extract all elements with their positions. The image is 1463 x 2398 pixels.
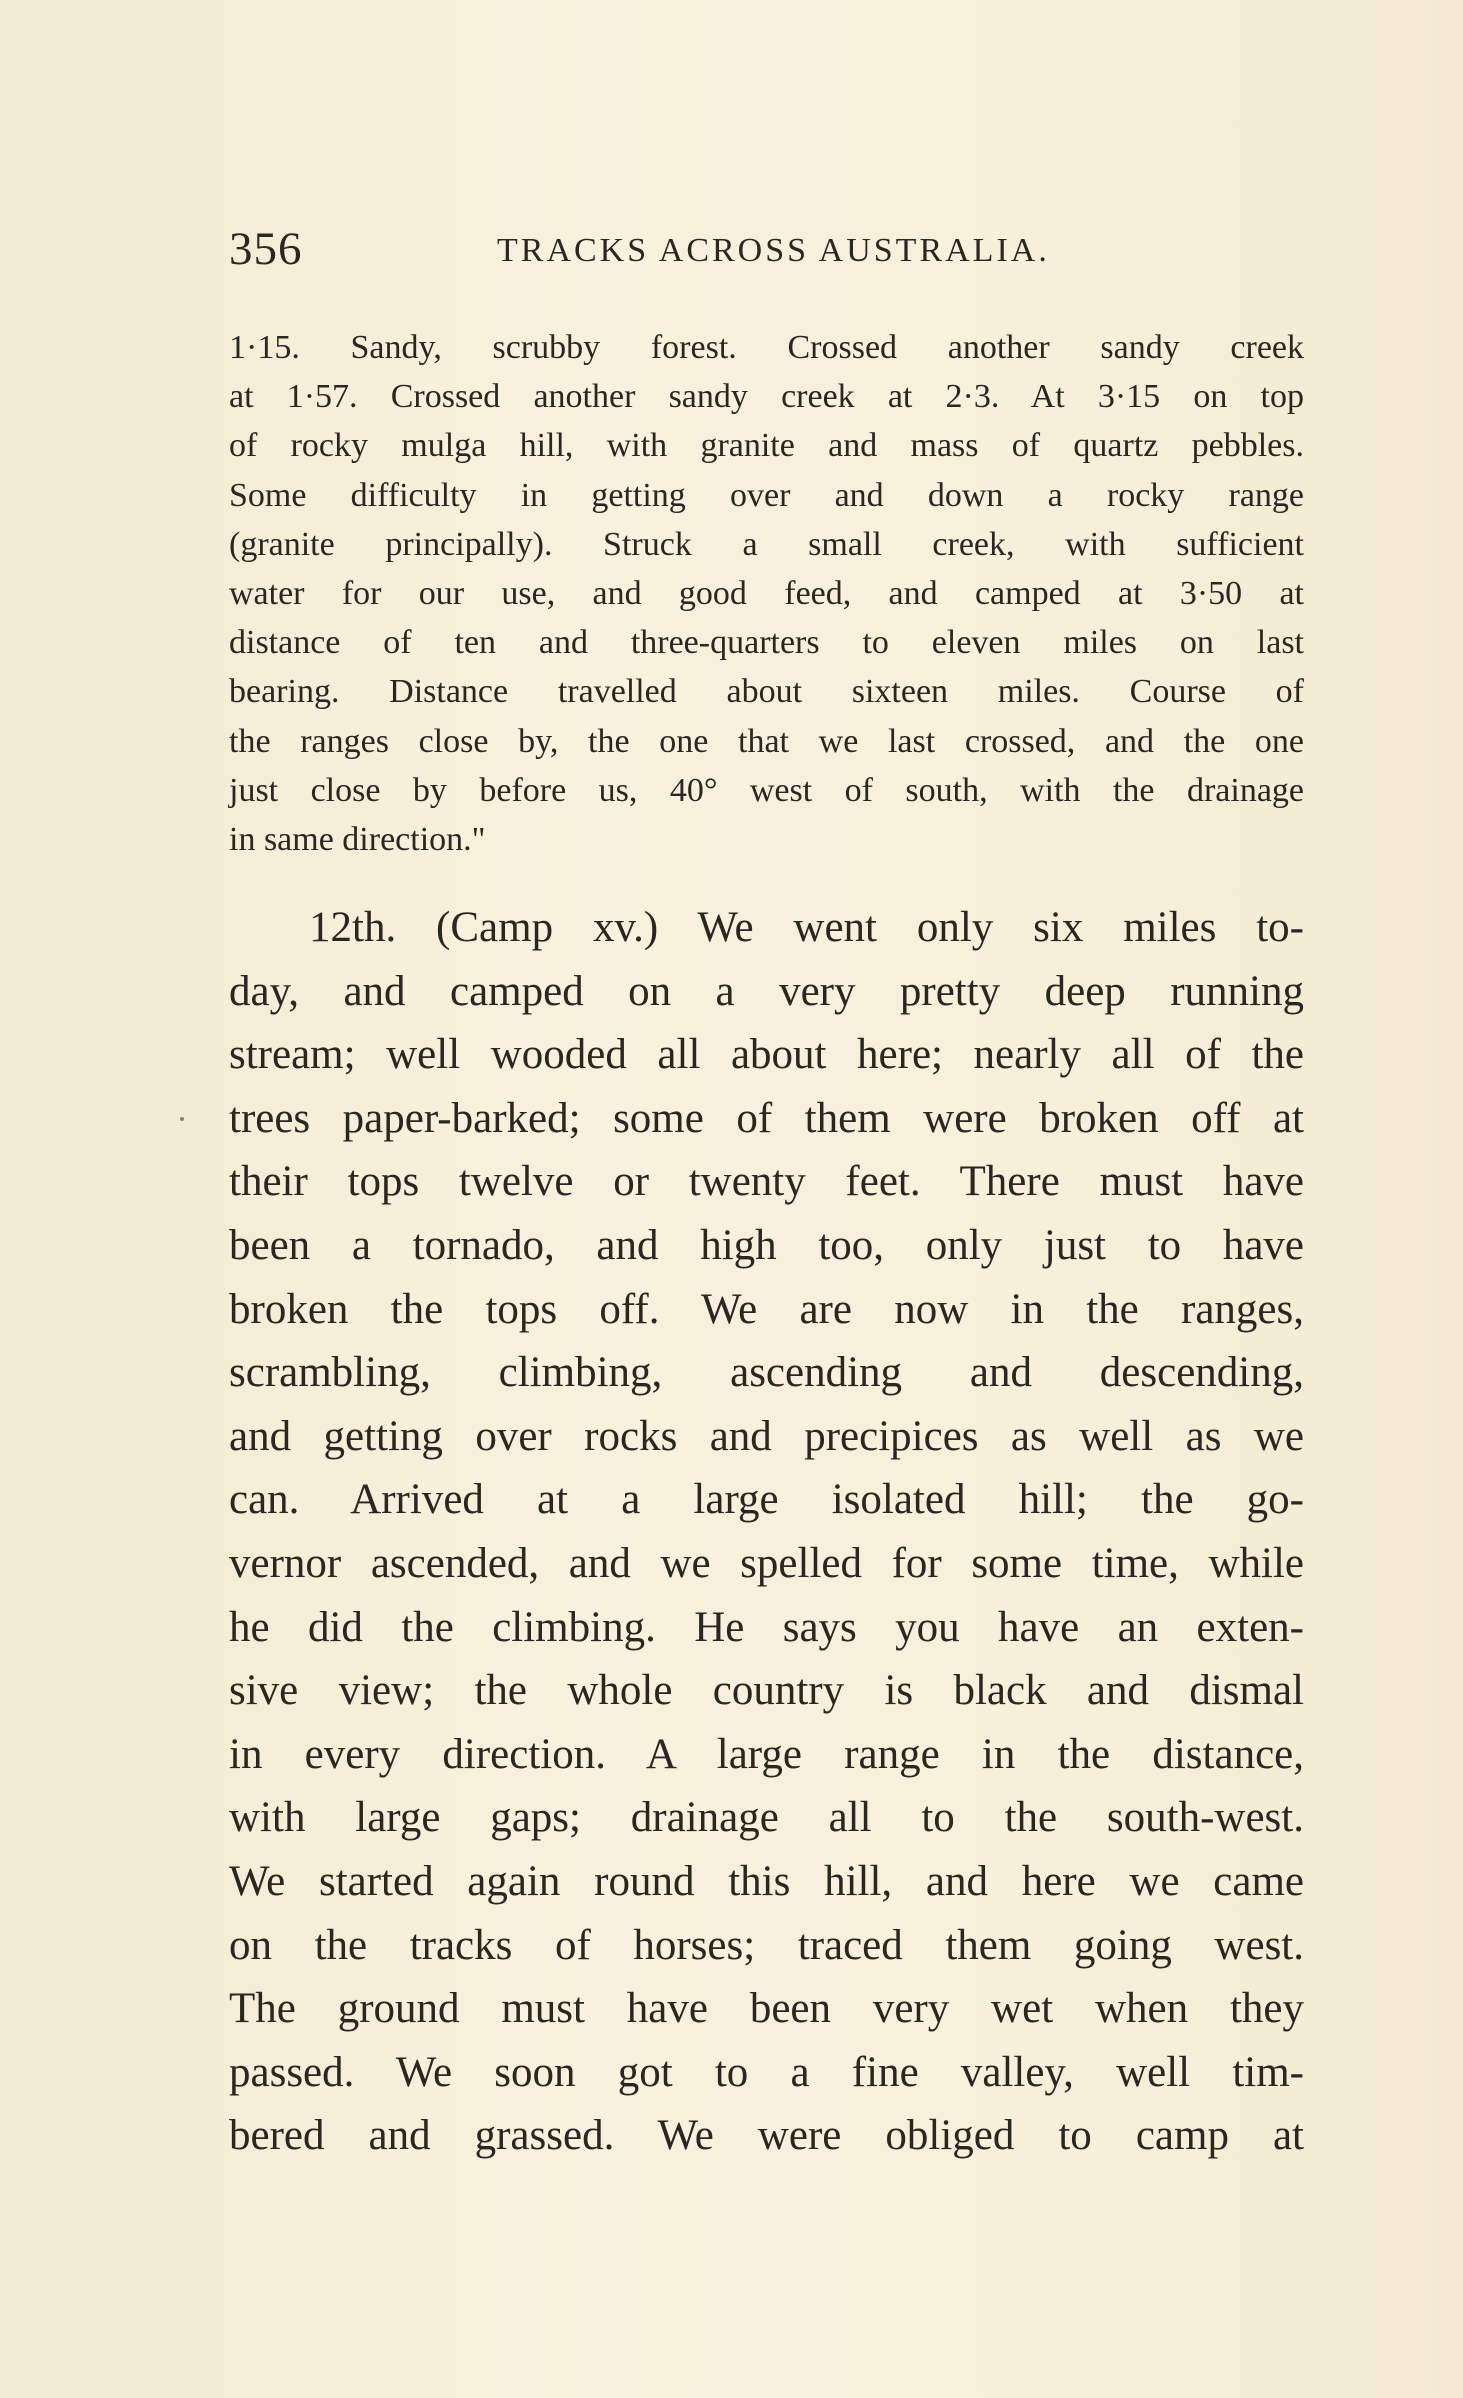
- quote-line: of rocky mulga hill, with granite and mass of quartz pebbles.: [229, 427, 1304, 465]
- quote-line: distance of ten and three-quarters to eleven miles on last: [229, 624, 1304, 662]
- quote-line: at 1·57. Crossed another sandy creek at 2·3. At 3·15 on top: [229, 378, 1304, 416]
- quote-line: bearing. Distance travelled about sixteen miles. Course of: [229, 673, 1304, 711]
- quoted-journal-extract: [229, 323, 1304, 864]
- stray-ink-mark: [180, 1117, 184, 1121]
- body-line: on the tracks of horses; traced them going west.: [229, 1921, 1304, 1969]
- body-line: The ground must have been very wet when they: [229, 1985, 1304, 2033]
- body-line: been a tornado, and high too, only just to have: [229, 1221, 1304, 1269]
- page-header: [229, 222, 1304, 282]
- page-number: 356: [229, 223, 303, 275]
- body-line: We started again round this hill, and here we came: [229, 1857, 1304, 1905]
- quote-line: the ranges close by, the one that we last crossed, and the one: [229, 722, 1304, 760]
- body-line: 12th. (Camp xv.) We went only six miles to-: [309, 904, 1304, 951]
- body-line: day, and camped on a very pretty deep running: [229, 967, 1304, 1015]
- quote-line: 1·15. Sandy, scrubby forest. Crossed another sandy creek: [229, 329, 1304, 366]
- quote-line: in same direction.": [229, 820, 486, 858]
- body-line: bered and grassed. We were obliged to camp at: [229, 2112, 1304, 2160]
- running-title: TRACKS ACROSS AUSTRALIA.: [497, 232, 1050, 269]
- body-line: broken the tops off. We are now in the ranges,: [229, 1285, 1304, 1333]
- body-line: vernor ascended, and we spelled for some time, while: [229, 1539, 1304, 1587]
- quote-line: water for our use, and good feed, and camped at 3·50 at: [229, 574, 1304, 612]
- body-line: and getting over rocks and precipices as well as we: [229, 1412, 1304, 1460]
- body-line: scrambling, climbing, ascending and descending,: [229, 1349, 1304, 1397]
- body-line: he did the climbing. He says you have an exten-: [229, 1603, 1304, 1651]
- quote-line: (granite principally). Struck a small creek, with sufficient: [229, 525, 1304, 563]
- body-paragraph: [229, 896, 1304, 2168]
- body-line: in every direction. A large range in the distance,: [229, 1730, 1304, 1778]
- body-line: stream; well wooded all about here; nearly all of the: [229, 1031, 1304, 1079]
- body-line: can. Arrived at a large isolated hill; the go-: [229, 1476, 1304, 1524]
- body-line: sive view; the whole country is black and dismal: [229, 1667, 1304, 1715]
- body-line: passed. We soon got to a fine valley, well tim-: [229, 2048, 1304, 2096]
- quote-line: Some difficulty in getting over and down a rocky range: [229, 476, 1304, 514]
- quote-line: just close by before us, 40° west of south, with the drainage: [229, 771, 1304, 809]
- body-line: their tops twelve or twenty feet. There must have: [229, 1158, 1304, 1206]
- body-line: with large gaps; drainage all to the south-west.: [229, 1794, 1304, 1842]
- body-line: trees paper-barked; some of them were broken off at: [229, 1094, 1304, 1142]
